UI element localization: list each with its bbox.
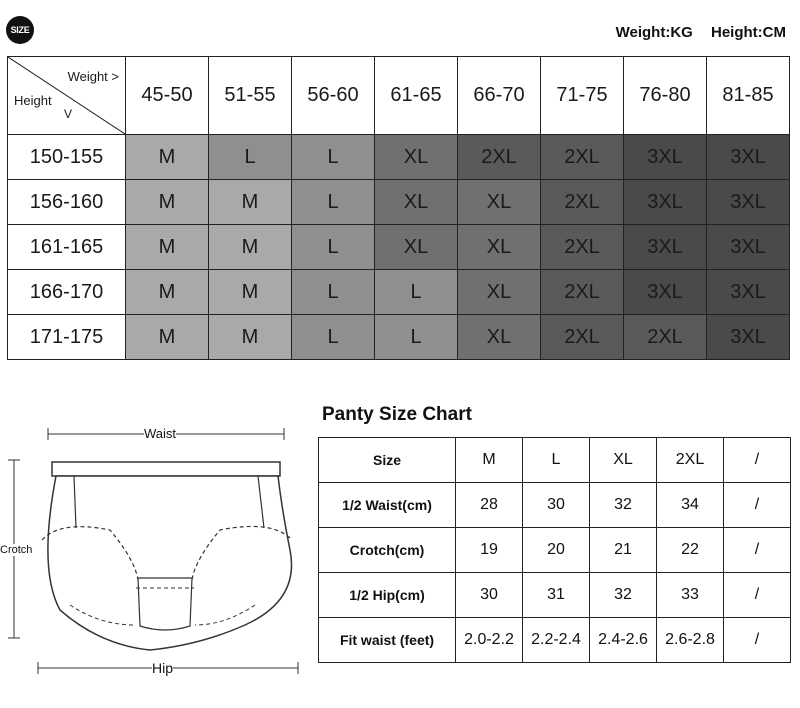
size-cell: L: [292, 315, 375, 360]
weight-header: 56-60: [292, 57, 375, 135]
size-cell: L: [292, 180, 375, 225]
weight-header: 51-55: [209, 57, 292, 135]
corner-weight-label: Weight >: [67, 69, 119, 84]
size-grid-table: [7, 56, 790, 360]
panty-row: [319, 618, 791, 663]
panty-row: [319, 483, 791, 528]
crotch-label: Crotch: [0, 544, 33, 556]
size-cell: 2XL: [541, 180, 624, 225]
size-cell: 3XL: [624, 180, 707, 225]
size-cell: M: [126, 135, 209, 180]
panty-row-label: 1/2 Waist(cm): [319, 483, 456, 528]
panty-cell: 31: [523, 573, 590, 618]
size-cell: M: [209, 225, 292, 270]
height-cell: 150-155: [8, 135, 126, 180]
size-cell: 3XL: [707, 225, 790, 270]
panty-cell: 22: [657, 528, 724, 573]
size-cell: XL: [458, 180, 541, 225]
panty-cell: 2.0-2.2: [456, 618, 523, 663]
size-grid-row: [8, 135, 790, 180]
weight-unit: Weight:KG: [615, 24, 693, 41]
panty-cell: 34: [657, 483, 724, 528]
panty-cell: 28: [456, 483, 523, 528]
panty-cell: /: [724, 528, 791, 573]
size-cell: XL: [375, 225, 458, 270]
panty-row-label: Crotch(cm): [319, 528, 456, 573]
height-unit: Height:CM: [711, 24, 786, 41]
panty-row-label: Fit waist (feet): [319, 618, 456, 663]
weight-header: 81-85: [707, 57, 790, 135]
size-cell: XL: [375, 135, 458, 180]
size-cell: L: [209, 135, 292, 180]
panty-header-row: [319, 438, 791, 483]
size-cell: 3XL: [707, 315, 790, 360]
size-cell: 3XL: [707, 270, 790, 315]
size-cell: 3XL: [707, 180, 790, 225]
size-cell: 3XL: [624, 135, 707, 180]
size-cell: L: [292, 135, 375, 180]
size-cell: XL: [458, 270, 541, 315]
hip-label: Hip: [152, 660, 174, 676]
size-cell: M: [209, 180, 292, 225]
units-legend: [616, 24, 786, 41]
panty-header-label: Size: [319, 438, 456, 483]
size-cell: M: [126, 180, 209, 225]
size-cell: 2XL: [541, 225, 624, 270]
panty-cell: 21: [590, 528, 657, 573]
weight-header: 71-75: [541, 57, 624, 135]
panty-header-size: /: [724, 438, 791, 483]
height-cell: 161-165: [8, 225, 126, 270]
height-cell: 171-175: [8, 315, 126, 360]
panty-cell: /: [724, 483, 791, 528]
panty-header-size: M: [456, 438, 523, 483]
size-cell: 3XL: [624, 270, 707, 315]
size-cell: 2XL: [541, 135, 624, 180]
panty-illustration: [0, 420, 310, 690]
panty-header-size: L: [523, 438, 590, 483]
panty-chart-title: Panty Size Chart: [322, 404, 472, 425]
size-cell: L: [292, 270, 375, 315]
panty-cell: 33: [657, 573, 724, 618]
size-cell: M: [126, 270, 209, 315]
panty-cell: 20: [523, 528, 590, 573]
size-grid-header: [8, 57, 790, 135]
weight-header: 66-70: [458, 57, 541, 135]
size-cell: 3XL: [624, 225, 707, 270]
size-cell: 2XL: [541, 270, 624, 315]
size-grid-row: [8, 315, 790, 360]
size-cell: L: [375, 270, 458, 315]
grid-corner-cell: [8, 57, 126, 135]
size-cell: M: [126, 315, 209, 360]
height-cell: 166-170: [8, 270, 126, 315]
panty-cell: /: [724, 573, 791, 618]
panty-diagram: [0, 420, 310, 695]
size-cell: XL: [458, 315, 541, 360]
weight-header: 76-80: [624, 57, 707, 135]
panty-row: [319, 573, 791, 618]
size-cell: M: [209, 270, 292, 315]
weight-header: 45-50: [126, 57, 209, 135]
panty-cell: 32: [590, 573, 657, 618]
size-cell: XL: [375, 180, 458, 225]
panty-cell: 2.6-2.8: [657, 618, 724, 663]
size-badge: SIZE: [6, 16, 34, 44]
weight-header: 61-65: [375, 57, 458, 135]
size-cell: L: [375, 315, 458, 360]
size-cell: 2XL: [458, 135, 541, 180]
panty-row-label: 1/2 Hip(cm): [319, 573, 456, 618]
corner-v-label: V: [64, 107, 73, 121]
panty-size-table: [318, 437, 791, 663]
size-cell: 3XL: [707, 135, 790, 180]
size-cell: M: [209, 315, 292, 360]
panty-cell: 30: [523, 483, 590, 528]
panty-cell: 30: [456, 573, 523, 618]
panty-header-size: 2XL: [657, 438, 724, 483]
waist-label: Waist: [144, 426, 177, 441]
size-grid-row: [8, 180, 790, 225]
panty-cell: 32: [590, 483, 657, 528]
size-cell: M: [126, 225, 209, 270]
panty-cell: /: [724, 618, 791, 663]
panty-cell: 19: [456, 528, 523, 573]
corner-height-label: Height: [14, 93, 52, 108]
size-cell: 2XL: [624, 315, 707, 360]
size-grid-row: [8, 270, 790, 315]
panty-row: [319, 528, 791, 573]
panty-cell: 2.2-2.4: [523, 618, 590, 663]
size-cell: XL: [458, 225, 541, 270]
panty-header-size: XL: [590, 438, 657, 483]
size-cell: 2XL: [541, 315, 624, 360]
height-cell: 156-160: [8, 180, 126, 225]
panty-cell: 2.4-2.6: [590, 618, 657, 663]
size-grid-row: [8, 225, 790, 270]
size-cell: L: [292, 225, 375, 270]
